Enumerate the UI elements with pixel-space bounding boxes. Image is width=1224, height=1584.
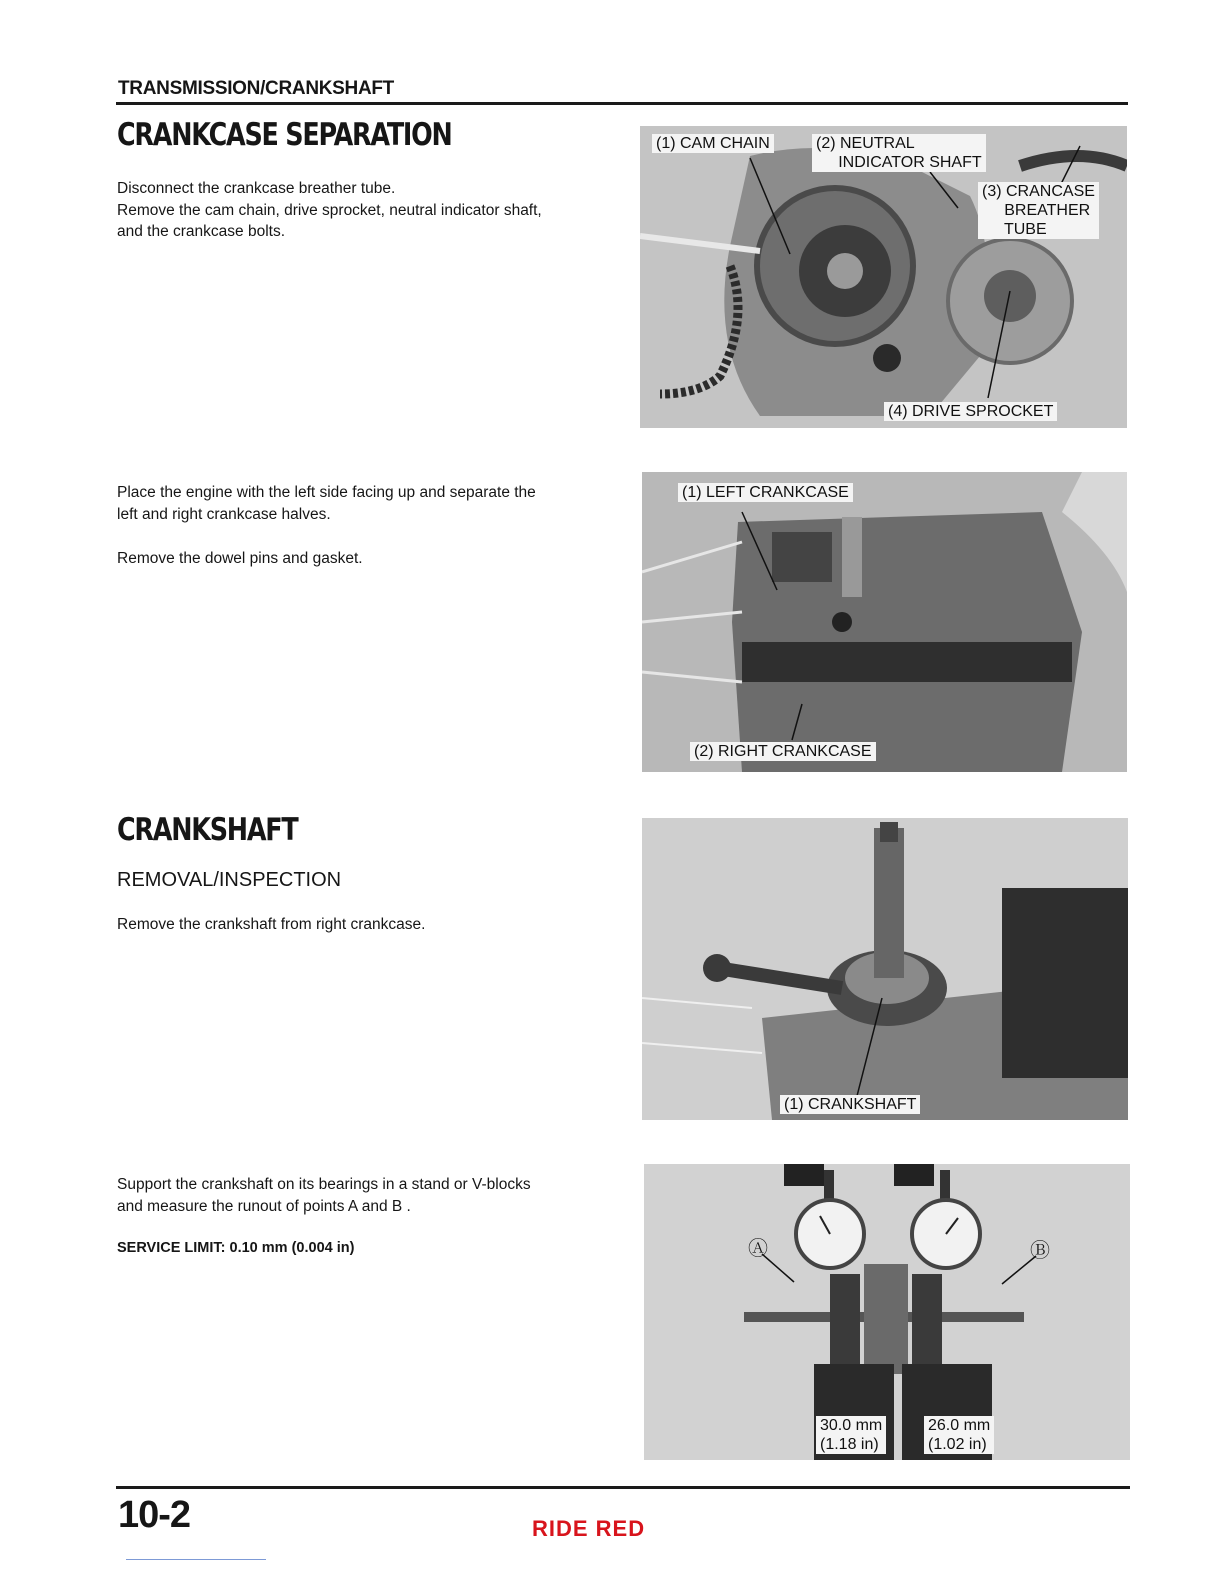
subsection-title: REMOVAL/INSPECTION [117, 869, 342, 891]
text-line: Place the engine with the left side facing up and separate the [117, 484, 536, 501]
dial-gauge-illustration [644, 1164, 1130, 1460]
page-number: 10-2 [118, 1494, 191, 1536]
figure-crankcase-left-side [640, 126, 1127, 428]
service-limit: SERVICE LIMIT: 0.10 mm (0.004 in) [117, 1240, 355, 1256]
text-line: Disconnect the crankcase breather tube. [117, 180, 396, 197]
dimension-point-a: 30.0 mm (1.18 in) [816, 1416, 886, 1454]
figure-runout-measurement [644, 1164, 1130, 1460]
point-a-marker: Ⓐ [748, 1238, 768, 1260]
callout-crankcase-breather-tube: (3) CRANCASE BREATHER TUBE [978, 182, 1099, 239]
callout-left-crankcase: (1) LEFT CRANKCASE [678, 483, 853, 502]
text-line: and the crankcase bolts. [117, 223, 286, 240]
point-b-marker: Ⓑ [1030, 1240, 1050, 1262]
paragraph-disconnect [117, 178, 637, 243]
paragraph-support-crankshaft [117, 1174, 637, 1217]
brand-watermark: RIDE RED [532, 1516, 646, 1541]
text-line: Remove the cam chain, drive sprocket, neutral indicator shaft, [117, 201, 542, 219]
paragraph-dowel-pins: Remove the dowel pins and gasket. [117, 550, 363, 567]
figure-crankcase-halves [642, 472, 1127, 772]
callout-crankshaft: (1) CRANKSHAFT [780, 1095, 920, 1114]
text-line: left and right crankcase halves. [117, 505, 331, 523]
footer-rule [116, 1486, 1130, 1489]
callout-neutral-indicator-shaft: (2) NEUTRAL INDICATOR SHAFT [812, 134, 986, 172]
section-title-crankcase-separation: CRANKCASE SEPARATION [117, 117, 452, 153]
text-line: Support the crankshaft on its bearings in a stand or V-blocks [117, 1176, 531, 1193]
paragraph-remove-crankshaft: Remove the crankshaft from right crankcase. [117, 916, 426, 933]
scan-artifact-line [126, 1559, 266, 1560]
callout-right-crankcase: (2) RIGHT CRANKCASE [690, 742, 876, 761]
crankcase-halves-illustration [642, 472, 1127, 772]
callout-drive-sprocket: (4) DRIVE SPROCKET [884, 402, 1057, 421]
header-rule [116, 102, 1128, 105]
section-title-crankshaft: CRANKSHAFT [117, 812, 298, 848]
dimension-point-b: 26.0 mm (1.02 in) [924, 1416, 994, 1454]
section-header: TRANSMISSION/CRANKSHAFT [118, 78, 394, 99]
crankshaft-illustration [642, 818, 1128, 1120]
figure-crankshaft-removal [642, 818, 1128, 1120]
paragraph-place-engine [117, 482, 637, 525]
callout-cam-chain: (1) CAM CHAIN [652, 134, 774, 153]
text-line: and measure the runout of points A and B . [117, 1197, 411, 1215]
